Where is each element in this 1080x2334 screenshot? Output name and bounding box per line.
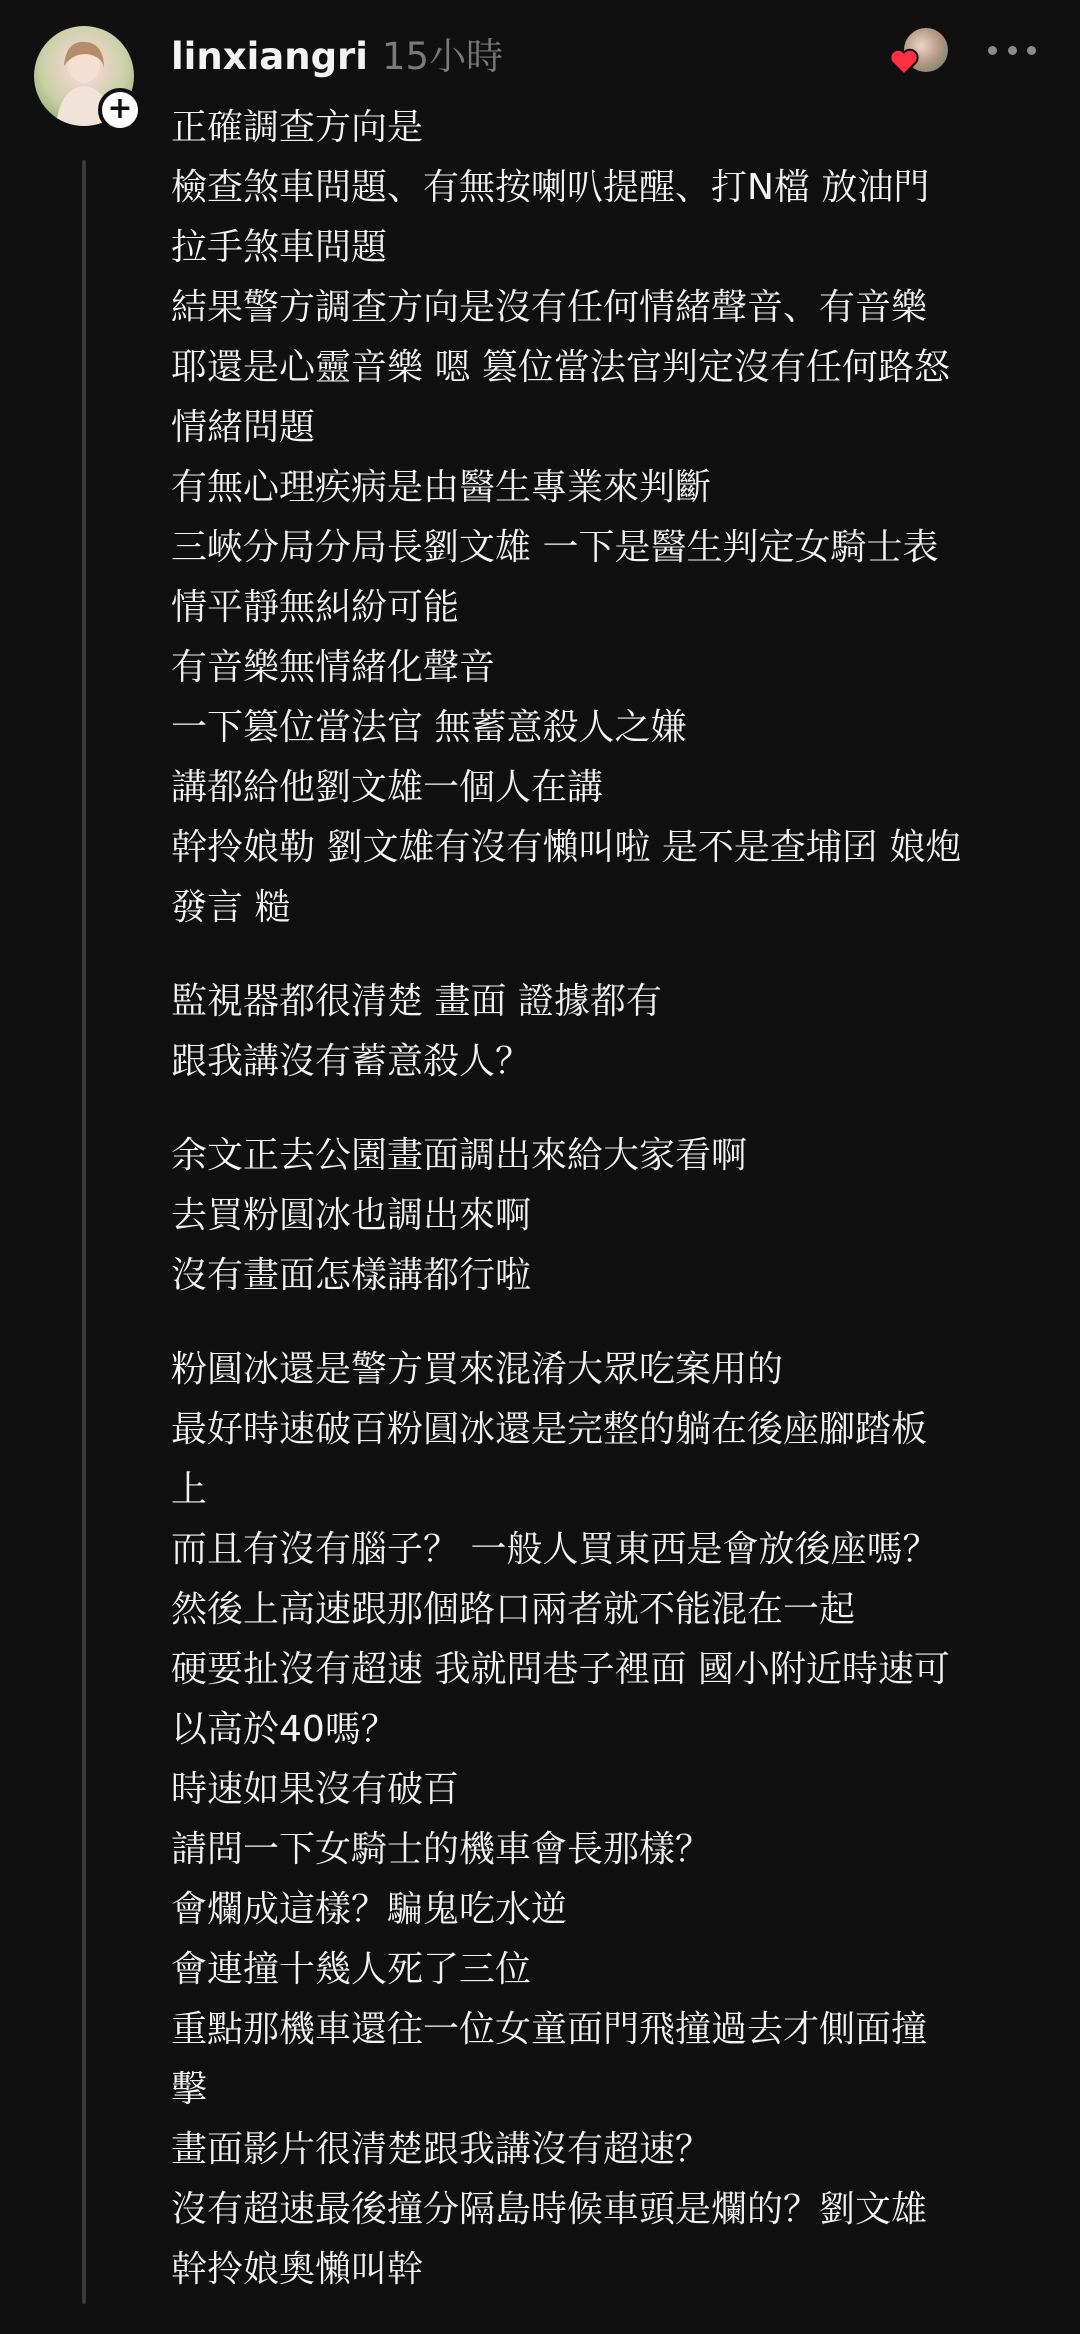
post-text-line: 耶還是心靈音樂 嗯 篡位當法官判定沒有任何路怒 xyxy=(171,347,950,388)
post-text-line: 沒有畫面怎樣講都行啦 xyxy=(171,1255,532,1296)
liked-by-indicator[interactable] xyxy=(888,24,950,78)
username[interactable]: linxiangri xyxy=(171,35,368,78)
post-text-line: 請問一下女騎士的機車會長那樣？ xyxy=(171,1829,712,1870)
post-paragraph xyxy=(171,98,1051,938)
post-text-line: 余文正去公園畫面調出來給大家看啊 xyxy=(171,1135,748,1176)
post-header xyxy=(171,26,503,82)
post-paragraph xyxy=(171,972,1051,1092)
post-text-line: 幹拎娘勒 劉文雄有沒有懶叫啦 是不是查埔囝 娘炮 xyxy=(171,827,962,868)
post-text-line: 結果警方調查方向是沒有任何情緒聲音、有音樂 xyxy=(171,287,928,328)
post-body xyxy=(171,98,1051,2334)
heart-icon xyxy=(888,46,920,76)
follow-button[interactable] xyxy=(98,88,142,132)
plus-icon: + xyxy=(107,90,133,126)
thread-line xyxy=(82,160,86,2304)
post-paragraph xyxy=(171,1126,1051,1306)
post-text-line: 有音樂無情緒化聲音 xyxy=(171,647,496,688)
post-text-line: 以高於40嗎？ xyxy=(171,1709,397,1750)
post-text-line: 情平靜無糾紛可能 xyxy=(171,587,460,628)
post-text-line: 檢查煞車問題、有無按喇叭提醒、打N檔 放油門 xyxy=(171,167,930,208)
post-text-line: 然後上高速跟那個路口兩者就不能混在一起 xyxy=(171,1589,856,1630)
post-text-line: 一下篡位當法官 無蓄意殺人之嫌 xyxy=(171,707,687,748)
post-text-line: 拉手煞車問題 xyxy=(171,227,388,268)
post-text-line: 三峽分局分局長劉文雄 一下是醫生判定女騎士表 xyxy=(171,527,939,568)
post-text-line: 最好時速破百粉圓冰還是完整的躺在後座腳踏板 xyxy=(171,1409,928,1450)
post-text-line: 跟我講沒有蓄意殺人？ xyxy=(171,1041,532,1082)
post-timestamp: 15小時 xyxy=(381,35,504,78)
post-text-line: 正確調查方向是 xyxy=(171,107,424,148)
post-text-line: 而且有沒有腦子？ 一般人買東西是會放後座嗎？ xyxy=(171,1529,939,1570)
post-text-line: 去買粉圓冰也調出來啊 xyxy=(171,1195,532,1236)
more-options-icon[interactable] xyxy=(988,30,1036,70)
post-text-line: 發言 糙 xyxy=(171,887,291,928)
post-text-line: 重點那機車還往一位女童面門飛撞過去才側面撞 xyxy=(171,2009,928,2050)
post-text-line: 粉圓冰還是警方買來混淆大眾吃案用的 xyxy=(171,1349,784,1390)
post-text-line: 硬要扯沒有超速 我就問巷子裡面 國小附近時速可 xyxy=(171,1649,950,1690)
post-text-line: 沒有超速最後撞分隔島時候車頭是爛的？劉文雄 xyxy=(171,2189,928,2230)
post-text-line: 情緒問題 xyxy=(171,407,316,448)
post-text-line: 講都給他劉文雄一個人在講 xyxy=(171,767,604,808)
post-paragraph xyxy=(171,1340,1051,2300)
post-text-line: 畫面影片很清楚跟我講沒有超速？ xyxy=(171,2129,712,2170)
post-text-line: 上 xyxy=(171,1469,208,1510)
post-text-line: 擊 xyxy=(171,2069,208,2110)
post-text-line: 監視器都很清楚 畫面 證據都有 xyxy=(171,981,662,1022)
post-text-line: 會連撞十幾人死了三位 xyxy=(171,1949,532,1990)
post-text-line: 幹拎娘奧懶叫幹 xyxy=(171,2249,424,2290)
post-text-line: 時速如果沒有破百 xyxy=(171,1769,460,1810)
post-text-line: 會爛成這樣？騙鬼吃水逆 xyxy=(171,1889,568,1930)
post-text-line: 有無心理疾病是由醫生專業來判斷 xyxy=(171,467,712,508)
